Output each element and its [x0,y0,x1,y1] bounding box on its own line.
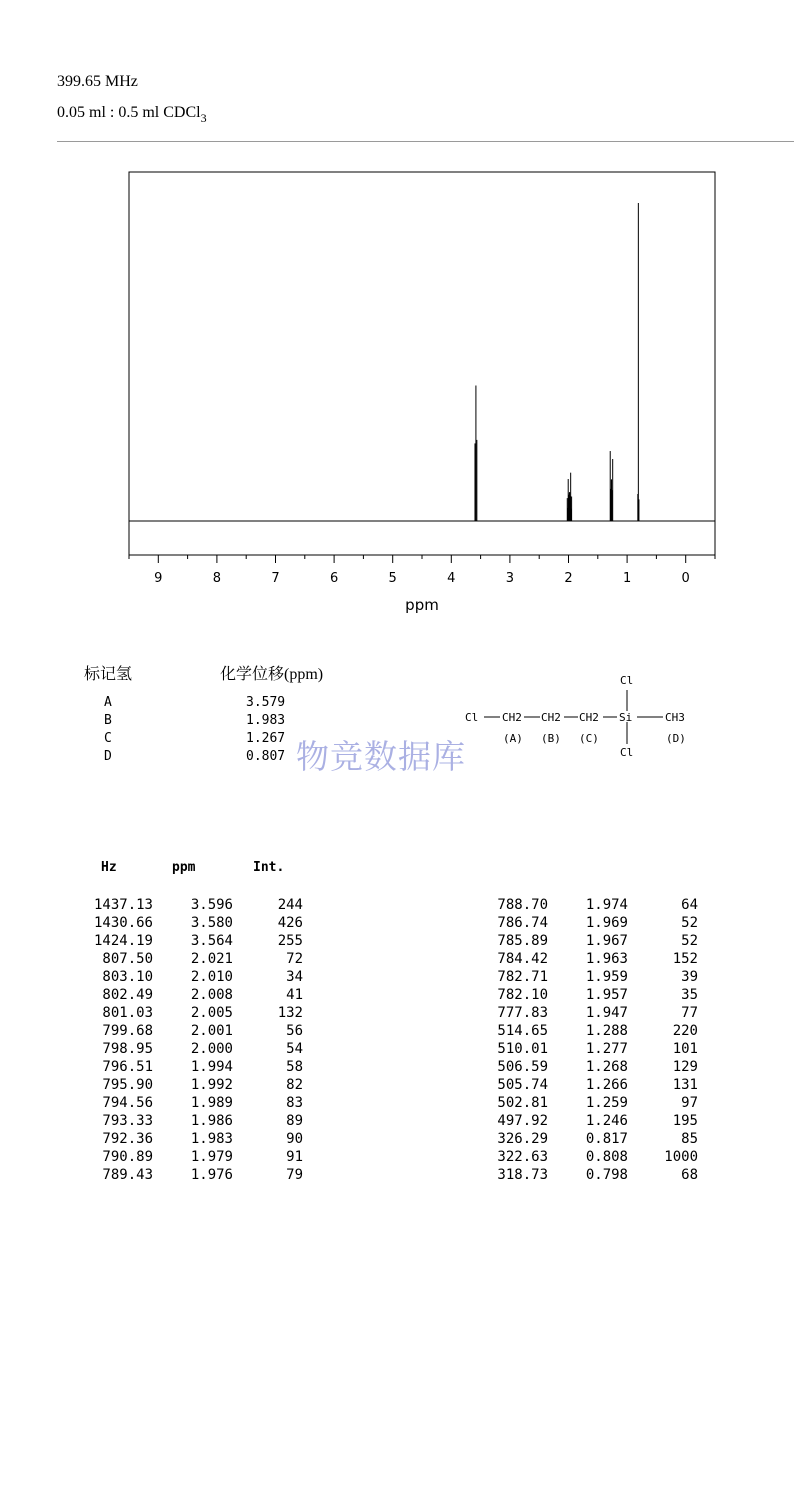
peak-ppm: 2.008 [190,987,233,1003]
x-tick-label: 0 [681,571,690,586]
table-row [83,1041,303,1057]
peak-hz: 502.81 [497,1095,548,1111]
assignment-shift: 1.267 [246,731,286,746]
peak-ppm: 1.967 [585,933,628,949]
x-tick-label: 9 [154,571,163,586]
peak-hz: 798.95 [102,1041,153,1057]
peak-table-header-hz: Hz [101,860,117,875]
peak-hz: 801.03 [102,1005,153,1021]
table-row [478,1005,698,1021]
peak-hz: 799.68 [102,1023,153,1039]
peak-hz: 790.89 [102,1149,153,1165]
peak-int: 426 [277,915,303,931]
peak-int: 39 [681,969,698,985]
table-row [83,1077,303,1093]
peak-hz: 784.42 [497,951,548,967]
peak-ppm: 0.817 [585,1131,628,1147]
sample-concentration-subscript: 3 [200,111,207,125]
peak-hz: 802.49 [102,987,153,1003]
peak-ppm: 1.246 [585,1113,628,1129]
peak-ppm: 1.994 [190,1059,233,1075]
table-row [83,969,303,985]
peak-ppm: 2.021 [190,951,233,967]
assignment-shift: 3.579 [246,695,286,710]
peak-hz: 1424.19 [93,933,153,949]
x-tick-label: 6 [329,571,339,586]
peak-hz: 786.74 [497,915,548,931]
peak-ppm: 1.992 [190,1077,233,1093]
assignment-shift: 1.983 [246,713,286,728]
peak-int: 129 [672,1059,698,1075]
peak-int: 97 [681,1095,698,1111]
peak-hz: 788.70 [497,897,548,913]
peak-hz: 514.65 [497,1023,548,1039]
table-row [478,987,698,1003]
peak-hz: 785.89 [497,933,548,949]
peak-int: 85 [681,1131,698,1147]
table-row [478,1041,698,1057]
atom-cl-bottom: Cl [620,746,634,759]
peak-int: 152 [672,951,698,967]
table-row [83,1149,303,1165]
peak-hz: 777.83 [497,1005,548,1021]
peak-hz: 322.63 [497,1149,548,1165]
peak-ppm: 3.596 [190,897,233,913]
table-row [478,1077,698,1093]
table-row [83,1005,303,1021]
peak-ppm: 1.989 [190,1095,233,1111]
label-b: (B) [541,732,561,745]
spectrometer-frequency: 399.65 MHz [57,73,138,90]
table-row [478,1131,698,1147]
peak-hz: 1437.13 [93,897,153,913]
peak-int: 64 [681,897,698,913]
peak-ppm: 2.001 [190,1023,233,1039]
peak-hz: 803.10 [102,969,153,985]
peak-hz: 782.10 [497,987,548,1003]
x-tick-label: 4 [447,571,456,586]
assignment-label: C [104,731,112,746]
table-row [478,1167,698,1183]
peak-int: 68 [681,1167,698,1183]
peak-ppm: 1.259 [585,1095,628,1111]
sample-concentration-text: 0.05 ml : 0.5 ml CDCl [57,104,201,121]
atom-cl-left: Cl [465,711,479,724]
peak-ppm: 1.288 [585,1023,628,1039]
peak-ppm: 1.959 [585,969,628,985]
peak-ppm: 1.963 [585,951,628,967]
peak-hz: 505.74 [497,1077,548,1093]
peak-int: 1000 [664,1149,698,1165]
group-ch2-b: CH2 [541,711,561,724]
assignment-shift-header: 化学位移(ppm) [220,666,324,683]
table-row [83,1095,303,1111]
assignment-label: A [104,695,112,710]
peak-ppm: 0.808 [585,1149,628,1165]
peak-int: 132 [277,1005,303,1021]
label-a: (A) [503,732,523,745]
peak-int: 52 [681,933,698,949]
peak-int: 255 [277,933,303,949]
table-row [83,987,303,1003]
peak-int: 34 [286,969,303,985]
peak-int: 83 [286,1095,303,1111]
peak-ppm: 1.983 [190,1131,233,1147]
peak-ppm: 3.564 [190,933,233,949]
label-d: (D) [666,732,686,745]
peak-hz: 506.59 [497,1059,548,1075]
peak-ppm: 2.000 [190,1041,233,1057]
peak-hz: 789.43 [102,1167,153,1183]
table-row [478,933,698,949]
peak-table-header-ppm: ppm [172,860,196,875]
peak-hz: 792.36 [102,1131,153,1147]
table-row [478,1113,698,1129]
peak-hz: 807.50 [102,951,153,967]
table-row [83,1131,303,1147]
peak-int: 72 [286,951,303,967]
peak-int: 35 [681,987,698,1003]
peak-hz: 793.33 [102,1113,153,1129]
peak-int: 244 [277,897,303,913]
peak-int: 91 [286,1149,303,1165]
peak-int: 41 [286,987,303,1003]
table-row [478,897,698,913]
peak-int: 220 [672,1023,698,1039]
peak-ppm: 1.957 [585,987,628,1003]
peak-int: 58 [286,1059,303,1075]
peak-hz: 795.90 [102,1077,153,1093]
peak-int: 56 [286,1023,303,1039]
group-ch2-a: CH2 [502,711,522,724]
table-row [83,915,303,931]
peak-hz: 796.51 [102,1059,153,1075]
table-row [478,1059,698,1075]
table-row [83,1059,303,1075]
peak-ppm: 1.947 [585,1005,628,1021]
table-row [83,1023,303,1039]
group-ch3-d: CH3 [665,711,685,724]
x-tick-label: 5 [388,571,397,586]
assignment-label-header: 标记氢 [84,666,133,683]
label-c: (C) [579,732,599,745]
peak-table-header-int: Int. [253,860,285,875]
peak-int: 131 [672,1077,698,1093]
peak-ppm: 2.005 [190,1005,233,1021]
peak-int: 79 [286,1167,303,1183]
peak-hz: 782.71 [497,969,548,985]
atom-si: Si [619,711,633,724]
peak-int: 90 [286,1131,303,1147]
assignment-label: D [104,749,112,764]
peak-hz: 326.29 [497,1131,548,1147]
peak-ppm: 1.974 [585,897,628,913]
table-row [478,951,698,967]
table-row [478,1095,698,1111]
peak-int: 89 [286,1113,303,1129]
table-row [83,1113,303,1129]
peak-ppm: 3.580 [190,915,233,931]
x-tick-label: 7 [271,571,280,586]
peak-int: 195 [672,1113,698,1129]
group-ch2-c: CH2 [579,711,599,724]
table-row [83,951,303,967]
peak-ppm: 1.986 [190,1113,233,1129]
x-tick-label: 2 [564,571,573,586]
assignment-shift: 0.807 [246,749,286,764]
peak-ppm: 2.010 [190,969,233,985]
table-row [83,933,303,949]
x-tick-label: 1 [622,571,632,586]
peak-int: 77 [681,1005,698,1021]
peak-ppm: 1.976 [190,1167,233,1183]
peak-int: 52 [681,915,698,931]
peak-hz: 1430.66 [93,915,153,931]
peak-hz: 318.73 [497,1167,548,1183]
peak-ppm: 1.969 [585,915,628,931]
peak-ppm: 1.979 [190,1149,233,1165]
peak-int: 101 [672,1041,698,1057]
assignment-label: B [104,713,112,728]
table-row [83,1167,303,1183]
peak-int: 82 [286,1077,303,1093]
peak-ppm: 0.798 [585,1167,628,1183]
atom-cl-top: Cl [620,674,634,687]
watermark: 物竞数据库 [296,737,466,776]
table-row [478,1023,698,1039]
table-row [478,969,698,985]
x-tick-label: 8 [212,571,222,586]
table-row [478,1149,698,1165]
peak-int: 54 [286,1041,303,1057]
table-row [478,915,698,931]
table-row [83,897,303,913]
peak-ppm: 1.277 [585,1041,628,1057]
peak-hz: 794.56 [102,1095,153,1111]
x-tick-label: 3 [505,571,515,586]
peak-hz: 497.92 [497,1113,548,1129]
peak-ppm: 1.268 [585,1059,628,1075]
x-axis-label: ppm [405,596,439,614]
peak-hz: 510.01 [497,1041,548,1057]
peak-ppm: 1.266 [585,1077,628,1093]
